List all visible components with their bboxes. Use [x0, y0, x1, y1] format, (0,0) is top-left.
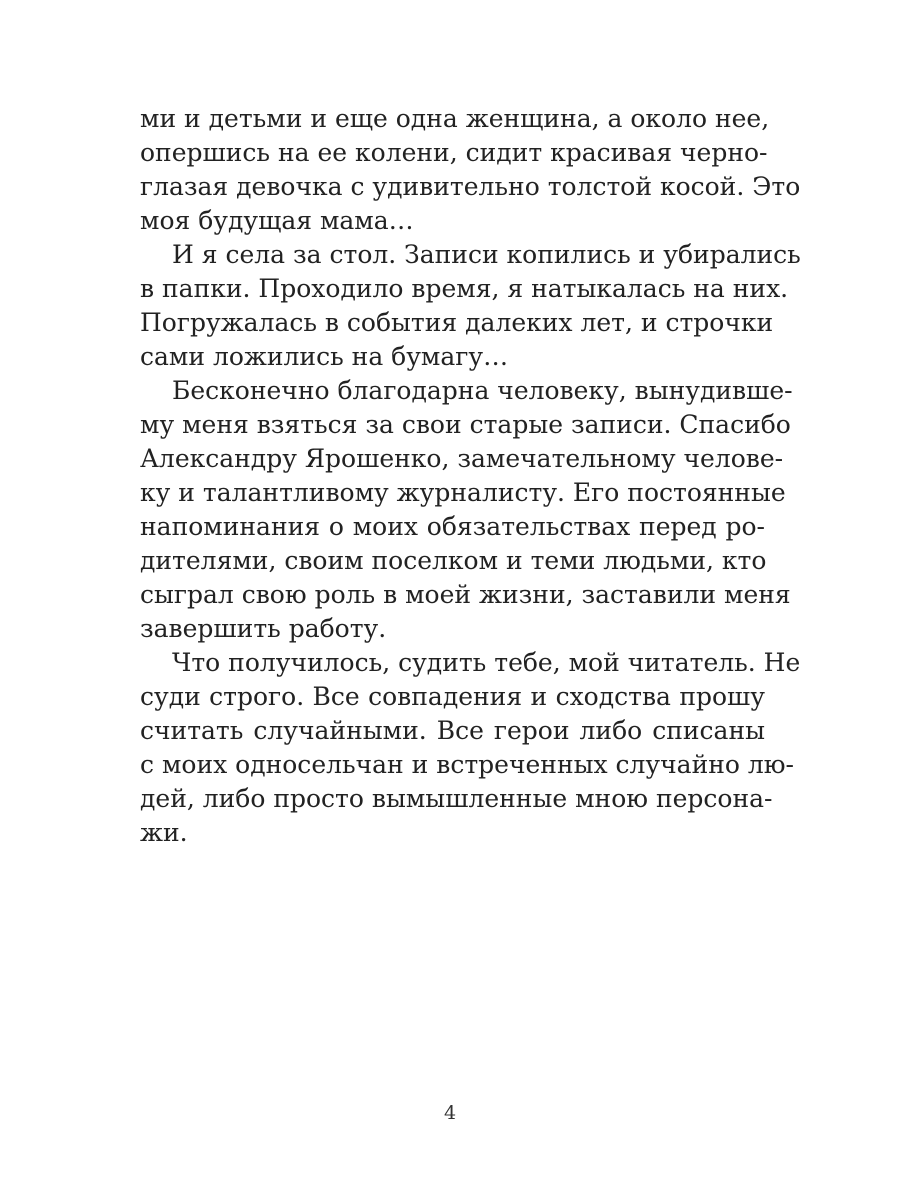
text-line: считать случайными. Все герои либо списаны — [140, 716, 765, 745]
text-line: И я села за стол. Записи копились и убирались — [172, 240, 801, 269]
text-line: сыграл свою роль в моей жизни, заставили меня — [140, 580, 791, 609]
text-line: с моих односельчан и встреченных случайно лю- — [140, 750, 794, 779]
text-line: глазая девочка с удивительно толстой косой. Это — [140, 172, 801, 201]
text-line: суди строго. Все совпадения и сходства прошу — [140, 682, 765, 711]
text-line: сами ложились на бумагу… — [140, 342, 509, 371]
text-line: жи. — [140, 818, 188, 847]
text-line: в папки. Проходило время, я натыкалась на них. — [140, 274, 789, 303]
text-line: ку и талантливому журналисту. Его постоянные — [140, 478, 786, 507]
body-text — [140, 102, 801, 850]
text-line: дей, либо просто вымышленные мною персона- — [140, 784, 773, 813]
page-number: 4 — [443, 1102, 457, 1124]
paragraph — [140, 238, 801, 374]
text-line: завершить работу. — [140, 614, 387, 643]
paragraph — [140, 102, 801, 238]
text-line: му меня взяться за свои старые записи. Спасибо — [140, 410, 791, 439]
text-line: напоминания о моих обязательствах перед ро- — [140, 512, 765, 541]
text-line: ми и детьми и еще одна женщина, а около нее, — [140, 104, 770, 133]
paragraph — [140, 646, 801, 850]
text-line: Что получилось, судить тебе, мой читатель. Не — [172, 648, 801, 677]
text-line: Александру Ярошенко, замечательному челове- — [140, 444, 784, 473]
paragraph — [140, 374, 793, 646]
text-line: дителями, своим поселком и теми людьми, кто — [140, 546, 767, 575]
text-line: Погружалась в события далеких лет, и строчки — [140, 308, 774, 337]
text-line: Бесконечно благодарна человеку, вынудивше- — [172, 376, 793, 405]
text-line: опершись на ее колени, сидит красивая черно- — [140, 138, 768, 167]
text-line: моя будущая мама… — [140, 206, 414, 235]
